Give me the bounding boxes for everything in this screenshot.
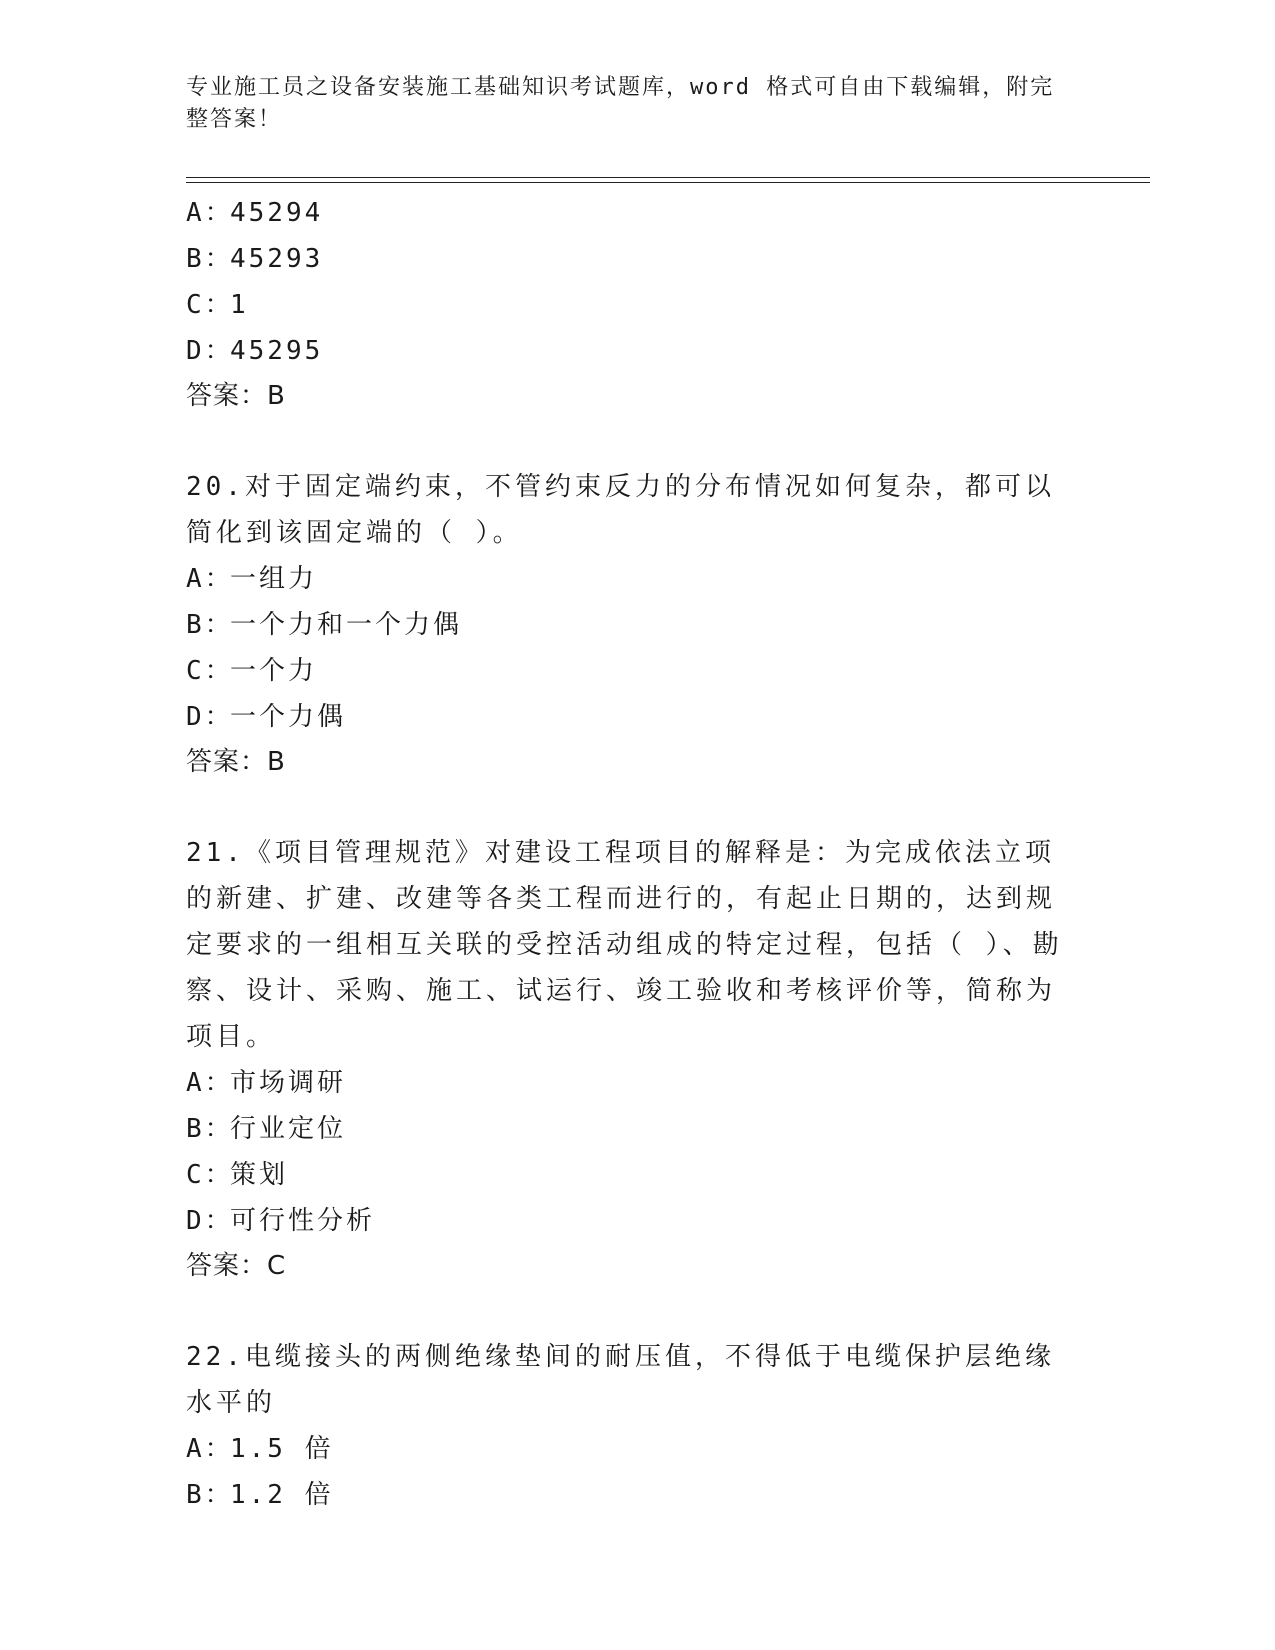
option-text: 行业定位 [230,1114,347,1144]
question-block [186,830,1066,1288]
question-block [186,190,1066,418]
option-key: A： [186,198,234,228]
option-text: 45294 [230,198,324,228]
option-key: B： [186,1480,234,1510]
option-b [186,1472,1066,1518]
option-key: A： [186,1068,234,1098]
answer-line: 答案：B [186,747,286,777]
option-b [186,602,1066,648]
question-list [186,190,1066,1518]
option-c [186,1152,1066,1198]
option-a [186,1060,1066,1106]
option-key: D： [186,702,234,732]
option-key: D： [186,1206,234,1236]
answer-line: 答案：C [186,1251,287,1281]
option-text: 1.5 倍 [230,1434,334,1464]
option-c [186,648,1066,694]
option-b [186,1106,1066,1152]
option-key: B： [186,610,234,640]
option-text: 一组力 [230,564,318,594]
option-key: C： [186,656,234,686]
option-key: D： [186,336,234,366]
option-text: 1 [230,290,249,320]
option-d [186,1198,1066,1244]
header-divider-bottom [186,182,1150,183]
option-text: 45295 [230,336,324,366]
option-text: 一个力和一个力偶 [230,610,463,640]
option-a [186,1426,1066,1472]
option-key: A： [186,564,234,594]
question-block [186,1334,1066,1518]
question-text: 22.电缆接头的两侧绝缘垫间的耐压值，不得低于电缆保护层绝缘水平的 [186,1342,1055,1418]
option-d [186,328,1066,374]
page-header-title: 专业施工员之设备安装施工基础知识考试题库，word 格式可自由下载编辑，附完整答案！ [186,75,1055,132]
option-a [186,556,1066,602]
option-a [186,190,1066,236]
answer-line: 答案：B [186,381,286,411]
option-text: 可行性分析 [230,1206,376,1236]
header-divider-top [186,177,1150,178]
option-text: 一个力偶 [230,702,347,732]
option-text: 策划 [230,1160,289,1190]
question-text: 21.《项目管理规范》对建设工程项目的解释是：为完成依法立项的新建、扩建、改建等各类工程而进行的，有起止日期的，达到规定要求的一组相互关联的受控活动组成的特定过程，包括（ ）、勘察、设计、采购、施工、试运行、竣工验收和考核评价等，简称为项目。 [186,838,1063,1052]
question-block [186,464,1066,784]
option-text: 市场调研 [230,1068,347,1098]
question-text: 20.对于固定端约束，不管约束反力的分布情况如何复杂，都可以简化到该固定端的（ ）。 [186,472,1055,548]
option-text: 一个力 [230,656,318,686]
option-key: B： [186,1114,234,1144]
option-text: 1.2 倍 [230,1480,334,1510]
option-key: A： [186,1434,234,1464]
option-key: C： [186,290,234,320]
option-b [186,236,1066,282]
option-d [186,694,1066,740]
option-key: C： [186,1160,234,1190]
option-key: B： [186,244,234,274]
option-text: 45293 [230,244,324,274]
option-c [186,282,1066,328]
